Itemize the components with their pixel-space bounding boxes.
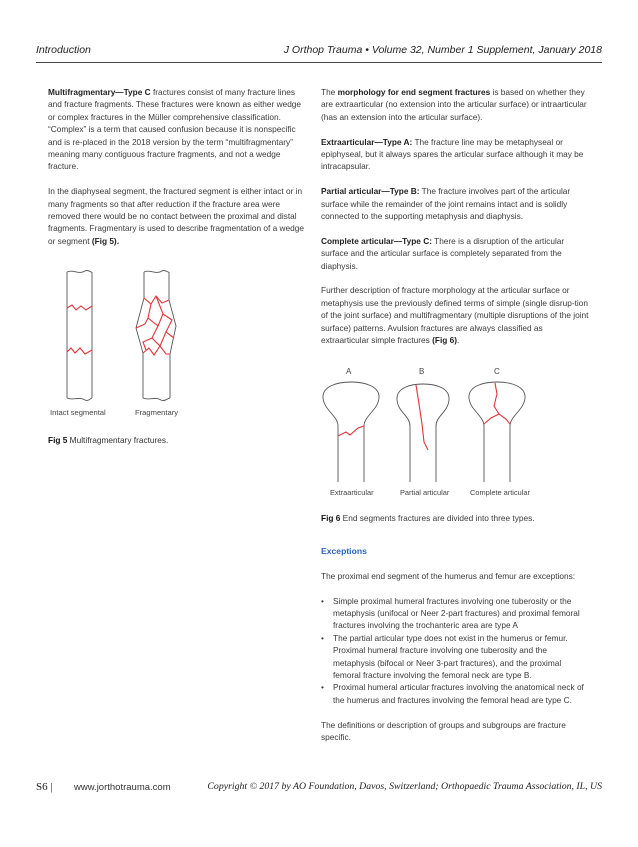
- paragraph-type-b: Partial articular—Type B: The fracture involves part of the articular surface while the remainder of the joint remains intact and is solidly connected to the supporting metaphysis and diaphysis.: [321, 186, 571, 222]
- fig6-label-complete: Complete articular: [470, 488, 530, 497]
- header-journal: J Orthop Trauma • Volume 32, Number 1 Supplement, January 2018: [283, 44, 602, 56]
- right-column: [321, 86, 591, 359]
- page-footer: [36, 781, 602, 795]
- paragraph-exceptions-intro: The proximal end segment of the humerus and femur are exceptions:: [321, 570, 576, 581]
- fig6-letter-a: A: [346, 367, 352, 376]
- fig6-reference: (Fig 6): [432, 335, 458, 346]
- fig6-label-extraarticular: Extraarticular: [330, 488, 374, 497]
- fracture-line-b: [416, 385, 428, 450]
- fig6-letter-b: B: [419, 367, 425, 376]
- paragraph-type-a: Extraarticular—Type A: The fracture line may be metaphyseal or epiphyseal, but it always spares the articular surface although it may be intracapsular.: [321, 136, 584, 172]
- page-number: S6 |: [36, 781, 53, 793]
- bone-complete-articular: [469, 382, 525, 482]
- list-item: • Proximal humeral articular fractures involving the anatomical neck of the humerus and fractures involving the femoral head are type C.: [321, 681, 591, 706]
- journal-url[interactable]: www.jorthotrauma.com: [74, 782, 171, 793]
- left-column: [48, 86, 310, 260]
- running-header: [36, 44, 602, 58]
- paragraph-morphology: The morphology for end segment fractures is based on whether they are extraarticular (no extension into the articular surface) or intraarticular (has an extension into the articular surface).: [321, 87, 587, 122]
- fig6-letter-c: C: [494, 367, 500, 376]
- paragraph-multifragmentary: Multifragmentary—Type C fractures consist of many fracture lines and fracture fragments. These fractures were known as either wedge or complex fractures in the Müller comprehensive classification. “Complex” is a term that caused confusion because it is nonspecific and is re-placed in the 2018 version by the term “multifragmentary” meaning many contiguous fracture fragments, and not a wedge fracture.: [48, 87, 302, 172]
- header-rule: [36, 62, 602, 63]
- fracture-lines-c: [484, 383, 510, 424]
- term-multifragmentary: Multifragmentary—Type C: [48, 87, 151, 97]
- copyright-notice: Copyright © 2017 by AO Foundation, Davos, Switzerland; Orthopaedic Trauma Association, IL, US: [207, 781, 602, 792]
- paragraph-closing: The definitions or description of groups and subgroups are fracture specific.: [321, 719, 566, 743]
- fig6-label-partial: Partial articular: [400, 488, 450, 497]
- exceptions-list: [321, 595, 591, 707]
- fig5-caption: Fig 5 Multifragmentary fractures.: [48, 435, 169, 445]
- list-item: • The partial articular type does not exist in the humerus or femur. Proximal humeral fracture involving one tuberosity and the metaphysis (bifocal or Neer 3-part fractures), and the proximal femoral fracture involving the femoral neck are type B.: [321, 632, 591, 682]
- header-section: Introduction: [36, 44, 91, 56]
- fragmentary-fracture-lines: [136, 296, 174, 355]
- figure-6: [316, 364, 546, 504]
- figure-6-illustration: [316, 364, 546, 504]
- fig5-reference: (Fig 5).: [91, 235, 120, 246]
- figure-5: [48, 268, 188, 428]
- fig5-label-intact: Intact segmental: [50, 408, 106, 417]
- exceptions-heading: Exceptions: [321, 546, 367, 557]
- term-morphology: morphology for end segment fractures: [337, 87, 491, 97]
- bone-extraarticular: [323, 382, 379, 482]
- term-type-c: Complete articular—Type C:: [321, 235, 432, 246]
- term-type-a: Extraarticular—Type A:: [321, 136, 413, 147]
- fracture-line-a: [338, 426, 364, 436]
- figure-5-illustration: [48, 268, 188, 428]
- intact-segmental-bone: [67, 270, 92, 400]
- paragraph-diaphyseal: In the diaphyseal segment, the fractured segment is either intact or in many fragments so that after reduction if the fracture area were removed there would be no contact between the proximal and distal fragments. Fragmentary is used to describe fragmentation of a wedge or segment (Fig 5).: [48, 186, 304, 246]
- paragraph-further-description: Further description of fracture morphology at the articular surface or metaphysis use the previously defined terms of simple (single disrup-tion of the joint surface) and multifragmentary (multiple disruptions of the joint surface) patterns. Avulsion fractures are always classified as extraarticular simple fractures (Fig 6).: [321, 285, 589, 346]
- right-column-lower: [321, 512, 591, 756]
- list-item: • Simple proximal humeral fractures involving one tuberosity or the metaphysis (unifocal or Neer 2-part fractures) and proximal femoral fractures involving the trochanteric area are type A: [321, 595, 591, 632]
- paragraph-type-c: Complete articular—Type C: There is a disruption of the articular surface and the articular surface is completely separated from the diaphysis.: [321, 235, 565, 271]
- intact-fracture-lines: [67, 305, 92, 354]
- term-type-b: Partial articular—Type B:: [321, 186, 420, 197]
- fig5-label-fragmentary: Fragmentary: [135, 408, 179, 417]
- fig6-caption: Fig 6 End segments fractures are divided into three types.: [321, 513, 535, 523]
